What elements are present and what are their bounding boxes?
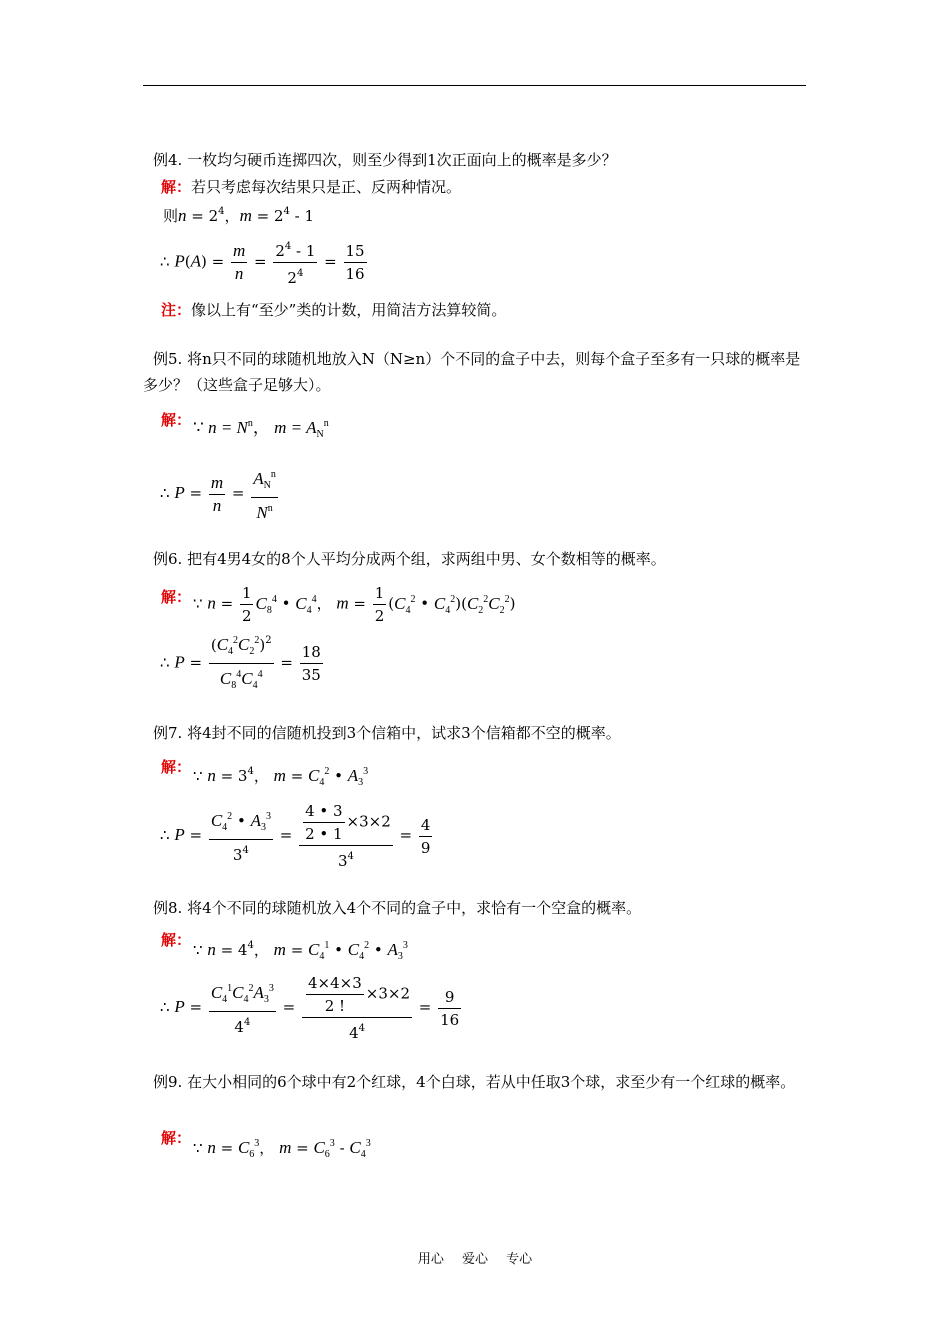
example-9-counts: ∵ $n = C_6^3$， $m = C_6^3 - C_4^3$ bbox=[193, 1138, 371, 1160]
example-8-probability: ∴ P = $\frac{C_4^1C_4^2A_3^3}{4^4}$ = $\frac{4\times 4\times 3}{2 !}$ ×3×2 $4^4$ = $\frac{9}{16}$ bbox=[160, 974, 460, 1042]
example-6-probability: ∴ P = $\frac{(C_4^2C_2^2)^2}{C_8^4C_4^4}$ = $\frac{18}{35}$ bbox=[160, 630, 325, 697]
header-rule bbox=[143, 85, 806, 86]
fraction-result: $\frac{15}{16}$ bbox=[345, 242, 365, 283]
solution-label: 解： bbox=[161, 178, 192, 196]
page-footer: 用心 爱心 专心 bbox=[417, 1252, 533, 1267]
example-8-counts: ∵ $n = 4^4$， $m = C_4^1$ • $C_4^2$ • $A_3^3$ bbox=[193, 940, 408, 962]
example-6-solution bbox=[161, 587, 191, 607]
example-8-title: 例8. 将4个不同的球随机放入4个不同的盒子中，求恰有一个空盒的概率。 bbox=[153, 899, 642, 917]
example-4-note bbox=[161, 300, 506, 320]
example-6-counts: ∵ n = $\frac{1}{2}$ $C_8^4$ • $C_4^4$， m = $\frac{1}{2}$ ($C_4^2$ • $C_4^2)(C_2^2C_2^2)$ bbox=[193, 584, 516, 625]
example-5-title: 例5. 将n只不同的球随机地放入N（N≥n）个不同的盒子中去，则每个盒子至多有一只球的概率是多少？（这些盒子足够大）。 bbox=[143, 350, 801, 394]
example-4-probability: ∴ P(A) = $\frac{m}{n}$ = $\frac{2^4 - 1}{2^4}$ = $\frac{15}{16}$ bbox=[160, 236, 369, 289]
example-4-calc: 则$n = 2^4$，$m = 2^4 - 1$ bbox=[163, 206, 315, 225]
example-7-title: 例7. 将4封不同的信随机投到3个信箱中，试求3个信箱都不空的概率。 bbox=[153, 724, 621, 742]
fraction-result: $\frac{9}{16}$ bbox=[440, 987, 460, 1029]
example-4-title: 例4. 一枚均匀硬币连掷四次，则至少得到1次正面向上的概率是多少？ bbox=[153, 151, 617, 169]
note-label: 注： bbox=[161, 301, 192, 319]
fraction-power: $\frac{2^4 - 1}{2^4}$ bbox=[273, 236, 317, 289]
example-6-title: 例6. 把有4男4女的8个人平均分成两个组，求两组中男、女个数相等的概率。 bbox=[153, 550, 666, 568]
example-8-solution bbox=[161, 930, 191, 950]
example-4-solution bbox=[161, 177, 461, 197]
solution-label: 解： bbox=[161, 931, 192, 949]
example-7-solution bbox=[161, 757, 191, 777]
fraction-m-over-n: $\frac{m}{n}$ bbox=[232, 241, 246, 283]
solution-label: 解： bbox=[161, 411, 192, 429]
example-7-counts: ∵ $n = 3^4$， $m = C_4^2$ • $A_3^3$ bbox=[193, 766, 369, 788]
example-5-solution bbox=[161, 410, 191, 430]
example-7-probability: ∴ P = $\frac{C_4^2 • A_3^3}{3^4}$ = $\frac{4 • 3}{2 • 1}$ ×3×2 $3^4$ = $\frac{4}{9}$ bbox=[160, 802, 431, 870]
solution-label: 解： bbox=[161, 588, 192, 606]
example-5-probability: ∴ P = $\frac{m}{n}$ = $\frac{A_N^n}{N^n}$ bbox=[160, 464, 280, 524]
solution-label: 解： bbox=[161, 758, 192, 776]
example-9-title: 例9. 在大小相同的6个球中有2个红球，4个白球，若从中任取3个球，求至少有一个红球的概率。 bbox=[153, 1073, 796, 1091]
note-text: 像以上有“至少”类的计数，用简洁方法算较简。 bbox=[191, 301, 507, 319]
solution-label: 解： bbox=[161, 1129, 192, 1147]
example-5-counts: ∵ $n = N^n$， $m = A_N^n$ bbox=[193, 418, 329, 440]
fraction-result: $\frac{18}{35}$ bbox=[301, 643, 321, 684]
solution-text: 若只考虑每次结果只是正、反两种情况。 bbox=[191, 178, 462, 196]
example-9-solution bbox=[161, 1128, 191, 1148]
fraction-result: $\frac{4}{9}$ bbox=[420, 815, 431, 857]
